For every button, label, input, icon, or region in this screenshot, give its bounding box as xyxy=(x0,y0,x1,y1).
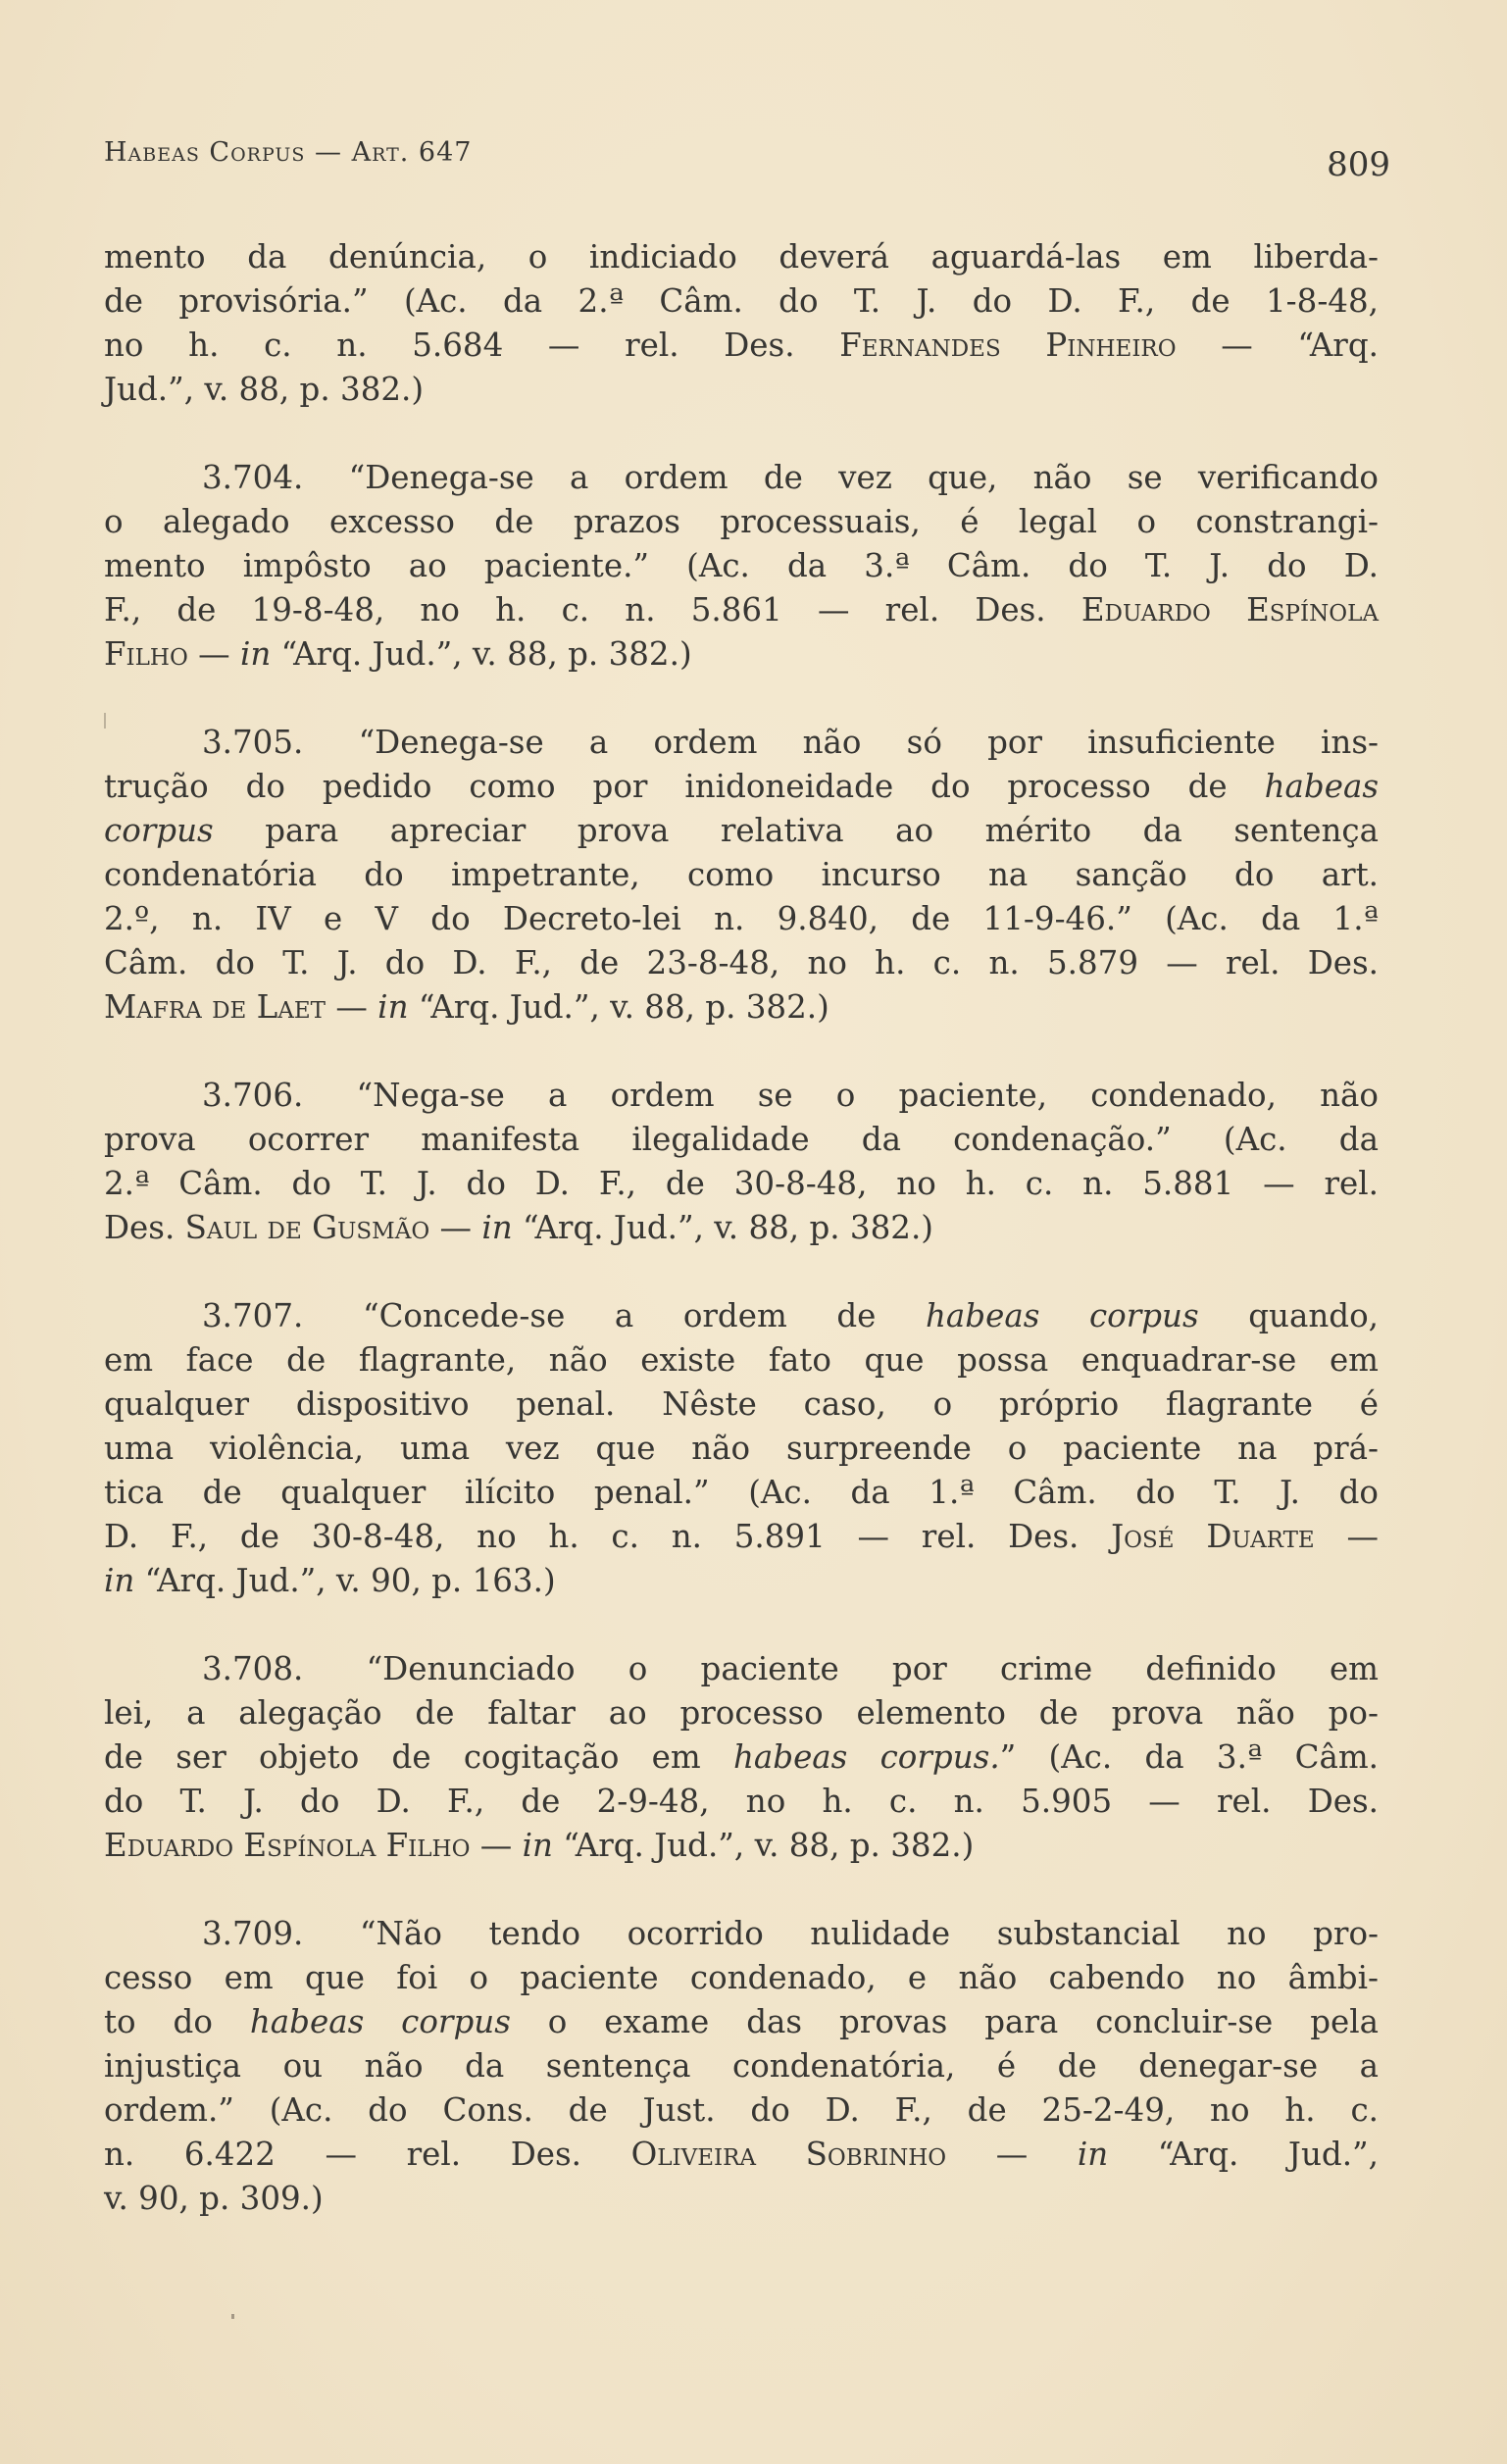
text-line: qualquer dispositivo penal. Nêste caso, o próprio flagrante é xyxy=(104,1385,1379,1423)
text-line: to do habeas corpus o exame das provas para concluir-se pela xyxy=(104,2003,1379,2040)
italic-term: in xyxy=(240,635,272,673)
author-name: Saul de Gusmão xyxy=(184,1209,430,1246)
text-line: 3.706. “Nega-se a ordem se o paciente, condenado, não xyxy=(202,1077,1379,1114)
text-line: no h. c. n. 5.684 — rel. Des. Fernandes Pinheiro — “Arq. xyxy=(104,327,1379,364)
text-line: o alegado excesso de prazos processuais, é legal o constrangi- xyxy=(104,503,1379,540)
text-line: D. F., de 30-8-48, no h. c. n. 5.891 — rel. Des. José Duarte — xyxy=(104,1518,1379,1555)
author-name: Mafra de Laet xyxy=(104,988,326,1026)
text-line: ordem.” (Ac. do Cons. de Just. do D. F., de 25-2-49, no h. c. xyxy=(104,2091,1379,2129)
paper-speck xyxy=(231,2314,234,2319)
italic-term: in xyxy=(522,1827,553,1864)
text-line: F., de 19-8-48, no h. c. n. 5.861 — rel. Des. Eduardo Espínola xyxy=(104,591,1379,629)
text-line: de provisória.” (Ac. da 2.ª Câm. do T. J. do D. F., de 1-8-48, xyxy=(104,282,1379,320)
continued-paragraph xyxy=(104,235,1379,412)
text-line: 2.º, n. IV e V do Decreto-lei n. 9.840, de 11-9-46.” (Ac. da 1.ª xyxy=(104,900,1379,937)
text-line: tica de qualquer ilícito penal.” (Ac. da 1.ª Câm. do T. J. do xyxy=(104,1474,1379,1511)
text-line: 3.704. “Denega-se a ordem de vez que, não se verificando xyxy=(202,459,1379,496)
entry-number: 3.709. xyxy=(202,1915,304,1952)
entry-number: 3.705. xyxy=(202,724,304,761)
text-line: lei, a alegação de faltar ao processo elemento de prova não po- xyxy=(104,1694,1379,1732)
italic-term: in xyxy=(481,1209,513,1246)
author-name: Fernandes Pinheiro xyxy=(839,327,1177,364)
text-line: Câm. do T. J. do D. F., de 23-8-48, no h. c. n. 5.879 — rel. Des. xyxy=(104,944,1379,981)
entry-number: 3.706. xyxy=(202,1077,304,1114)
text-line: mento da denúncia, o indiciado deverá aguardá-las em liberda- xyxy=(104,238,1379,276)
text-line: condenatória do impetrante, como incurso na sanção do art. xyxy=(104,856,1379,893)
text-line: 3.707. “Concede-se a ordem de habeas corpus quando, xyxy=(202,1297,1379,1334)
italic-term: in xyxy=(1077,2136,1109,2173)
text-line: Filho — in “Arq. Jud.”, v. 88, p. 382.) xyxy=(104,635,692,673)
author-name: Oliveira Sobrinho xyxy=(630,2136,947,2173)
text-line: 3.705. “Denega-se a ordem não só por insuficiente ins- xyxy=(202,724,1379,761)
text-line: Mafra de Laet — in “Arq. Jud.”, v. 88, p. 382.) xyxy=(104,988,829,1026)
entry-3-708 xyxy=(104,1647,1379,1868)
entry-3-707 xyxy=(104,1294,1379,1603)
entry-number: 3.704. xyxy=(202,459,304,496)
italic-term: habeas corpus xyxy=(249,2003,511,2040)
body-text xyxy=(104,235,1379,2265)
text-line: Jud.”, v. 88, p. 382.) xyxy=(104,371,425,408)
text-line: n. 6.422 — rel. Des. Oliveira Sobrinho — in “Arq. Jud.”, xyxy=(104,2136,1379,2173)
italic-term: habeas corpus. xyxy=(732,1738,1000,1776)
italic-term: habeas xyxy=(1264,768,1379,805)
text-line: uma violência, uma vez que não surpreende o paciente na prá- xyxy=(104,1430,1379,1467)
text-line: de ser objeto de cogitação em habeas corpus.” (Ac. da 3.ª Câm. xyxy=(104,1738,1379,1776)
entry-3-704 xyxy=(104,456,1379,677)
text-line: Des. Saul de Gusmão — in “Arq. Jud.”, v. 88, p. 382.) xyxy=(104,1209,933,1246)
running-head: Habeas Corpus — Art. 647 xyxy=(104,137,473,168)
author-name: Filho xyxy=(104,635,188,673)
italic-term: in xyxy=(104,1562,135,1599)
text-line: 3.709. “Não tendo ocorrido nulidade substancial no pro- xyxy=(202,1915,1379,1952)
text-line: injustiça ou não da sentença condenatória, é de denegar-se a xyxy=(104,2047,1379,2085)
text-line: v. 90, p. 309.) xyxy=(104,2180,324,2217)
entry-number: 3.707. xyxy=(202,1297,304,1334)
entry-3-706 xyxy=(104,1074,1379,1250)
text-line: mento impôsto ao paciente.” (Ac. da 3.ª Câm. do T. J. do D. xyxy=(104,547,1379,584)
text-line: prova ocorrer manifesta ilegalidade da condenação.” (Ac. da xyxy=(104,1121,1379,1158)
italic-term: habeas corpus xyxy=(925,1297,1199,1334)
page-header xyxy=(104,137,1390,186)
page-number: 809 xyxy=(1327,145,1390,184)
text-line: in “Arq. Jud.”, v. 90, p. 163.) xyxy=(104,1562,556,1599)
text-line: em face de flagrante, não existe fato que possa enquadrar-se em xyxy=(104,1341,1379,1379)
text-line: do T. J. do D. F., de 2-9-48, no h. c. n. 5.905 — rel. Des. xyxy=(104,1783,1379,1820)
italic-term: corpus xyxy=(104,812,214,849)
paper-mark xyxy=(104,713,106,729)
author-name: José Duarte xyxy=(1111,1518,1315,1555)
entry-3-705 xyxy=(104,721,1379,1030)
author-name: Eduardo Espínola Filho xyxy=(104,1827,471,1864)
text-line: trução do pedido como por inidoneidade do processo de habeas xyxy=(104,768,1379,805)
text-line: corpus para apreciar prova relativa ao mérito da sentença xyxy=(104,812,1379,849)
italic-term: in xyxy=(377,988,409,1026)
entry-number: 3.708. xyxy=(202,1650,304,1687)
text-line: 3.708. “Denunciado o paciente por crime definido em xyxy=(202,1650,1379,1687)
text-line: cesso em que foi o paciente condenado, e não cabendo no âmbi- xyxy=(104,1959,1379,1996)
text-line: Eduardo Espínola Filho — in “Arq. Jud.”, v. 88, p. 382.) xyxy=(104,1827,975,1864)
text-line: 2.ª Câm. do T. J. do D. F., de 30-8-48, no h. c. n. 5.881 — rel. xyxy=(104,1165,1379,1202)
author-name: Eduardo Espínola xyxy=(1080,591,1379,629)
entry-3-709 xyxy=(104,1912,1379,2221)
